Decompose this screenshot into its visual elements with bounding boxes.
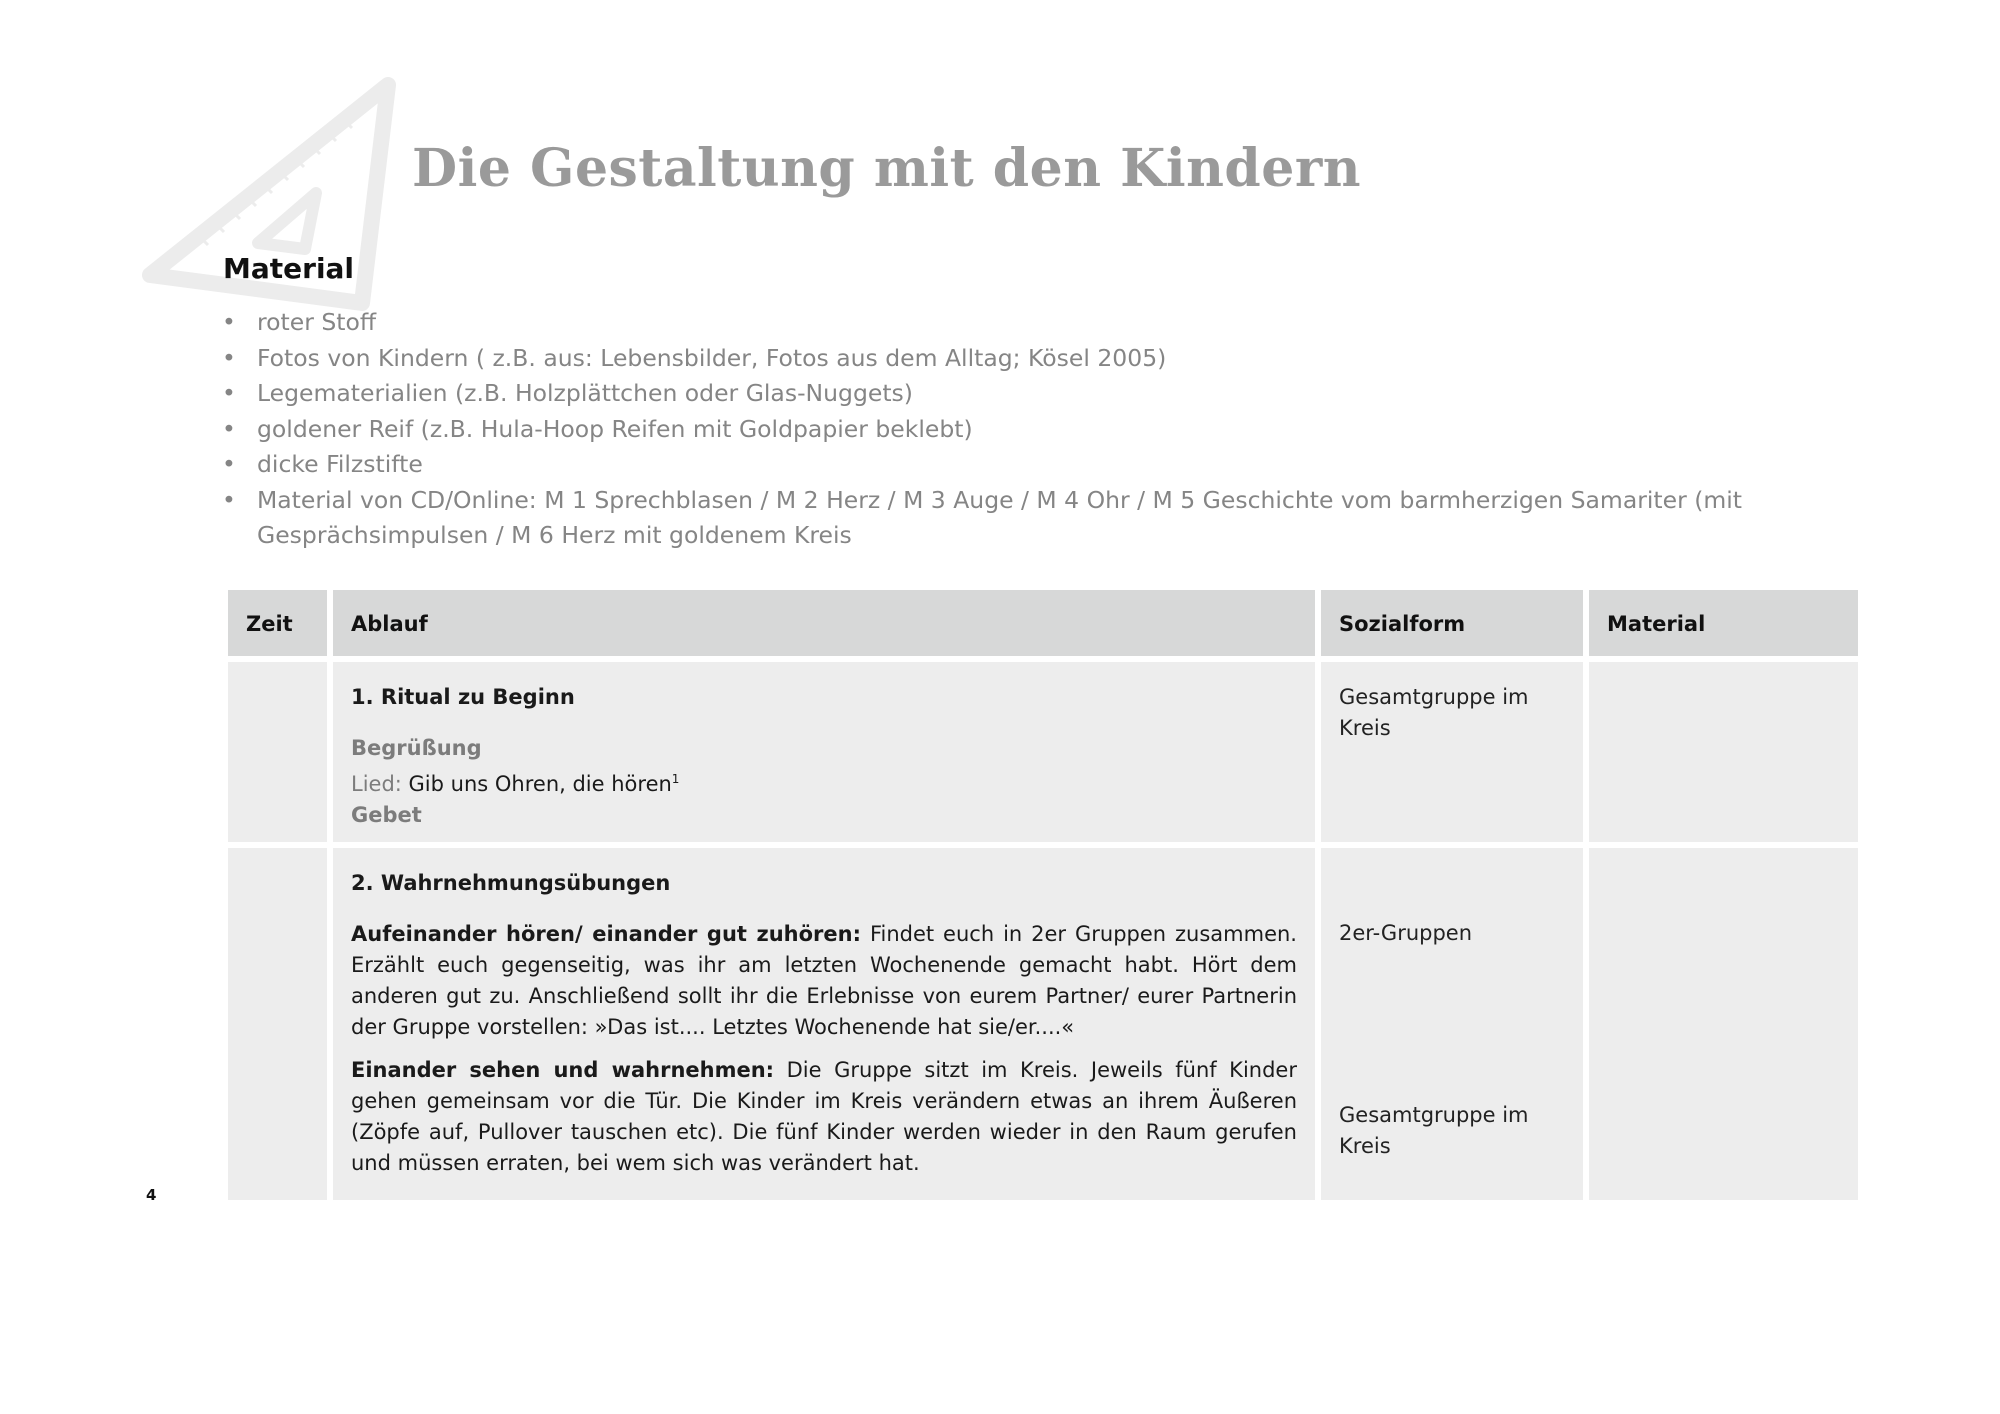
exercise-listening [351, 919, 1297, 1043]
header-zeit: Zeit [228, 590, 327, 656]
page-number: 4 [146, 1186, 157, 1204]
table-row [228, 662, 1858, 842]
exercise-text: Findet euch in 2er Gruppen zusammen. Erzählt euch gegenseitig, was ihr am letzten Wochenende gemacht habt. Hört dem anderen gut zu. Anschließend sollt ihr die Erlebnisse von eurem Partner/ eurer Partnerin der Gruppe vorstellen: »Das ist.... Letztes Wochenende hat sie/er....« [351, 922, 1297, 1039]
zeit-cell [228, 662, 327, 842]
page-title: Die Gestaltung mit den Kindern [412, 138, 1362, 199]
song-label: Lied: [351, 772, 402, 796]
material-cell [1589, 662, 1858, 842]
table-header-row [228, 590, 1858, 656]
song-line [351, 764, 1297, 800]
sozialform-cell: Gesamtgruppe im Kreis [1321, 662, 1583, 842]
sozialform-cell [1321, 848, 1583, 1200]
material-list-item: • Material von CD/Online: M 1 Sprechblasen / M 2 Herz / M 3 Auge / M 4 Ohr / M 5 Geschichte vom barmherzigen Samariter (mit Gesprächsimpulsen / M 6 Herz mit goldenem Kreis [222, 483, 1782, 554]
footnote-marker: 1 [671, 772, 680, 786]
exercise-text: Die Gruppe sitzt im Kreis. Jeweils fünf Kinder gehen gemeinsam vor die Tür. Die Kinder im Kreis verändern etwas an ihrem Äußeren (Zöpfe auf, Pullover tauschen etc). Die fünf Kinder werden wieder in den Raum gerufen und müssen erraten, bei wem sich was verändert hat. [351, 1058, 1297, 1175]
song-title: Gib uns Ohren, die hören [401, 772, 672, 796]
lesson-plan-table [228, 590, 1858, 1206]
material-list-item: • Legematerialien (z.B. Holzplättchen oder Glas-Nuggets) [222, 376, 1782, 412]
step-title: 1. Ritual zu Beginn [351, 685, 575, 709]
material-cell [1589, 848, 1858, 1200]
exercise-title: Aufeinander hören/ einander gut zuhören: [351, 922, 862, 946]
zeit-cell [228, 848, 327, 1200]
table-row [228, 848, 1858, 1200]
sozialform-circle: Gesamtgruppe im Kreis [1339, 1103, 1529, 1158]
ablauf-cell [333, 662, 1315, 842]
header-material: Material [1589, 590, 1858, 656]
material-list-item: • roter Stoff [222, 305, 1782, 341]
material-list-item: • goldener Reif (z.B. Hula-Hoop Reifen mit Goldpapier beklebt) [222, 412, 1782, 448]
material-heading: Material [223, 252, 355, 285]
header-sozialform: Sozialform [1321, 590, 1583, 656]
exercise-title: Einander sehen und wahrnehmen: [351, 1058, 775, 1082]
step-title: 2. Wahrnehmungsübungen [351, 871, 671, 895]
ablauf-cell [333, 848, 1315, 1200]
prayer-label: Gebet [351, 803, 422, 827]
sozialform-pairs: 2er-Gruppen [1339, 921, 1473, 945]
material-list [222, 305, 1782, 554]
material-list-item: • Fotos von Kindern ( z.B. aus: Lebensbilder, Fotos aus dem Alltag; Kösel 2005) [222, 341, 1782, 377]
header-ablauf: Ablauf [333, 590, 1315, 656]
material-list-item: • dicke Filzstifte [222, 447, 1782, 483]
greeting-label: Begrüßung [351, 736, 482, 760]
exercise-seeing [351, 1055, 1297, 1179]
